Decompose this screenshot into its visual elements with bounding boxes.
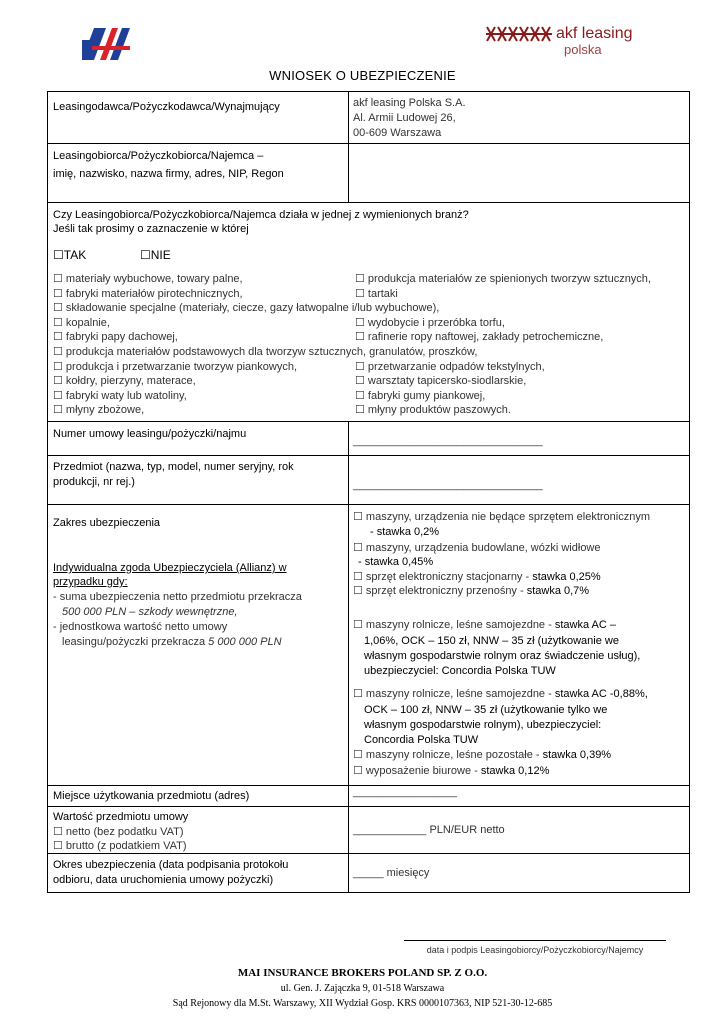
akf-logo [486, 24, 646, 60]
lessee-label-1: Leasingobiorca/Pożyczkobiorca/Najemca – [53, 150, 264, 162]
period-input[interactable]: _____ miesięcy [353, 867, 430, 879]
industry-item[interactable]: ☐ przetwarzanie odpadów tekstylnych, [355, 361, 545, 373]
value-input[interactable]: ____________ PLN/EUR netto [353, 824, 505, 836]
scope-option-2-rate: - stawka 0,45% [358, 556, 434, 568]
scope-option-5-line-4: ubezpieczyciel: Concordia Polska TUW [364, 665, 556, 677]
consent-condition-2-value: 5 000 000 PLN [208, 636, 282, 648]
scope-option-4[interactable]: ☐ sprzęt elektroniczny przenośny - [353, 585, 527, 597]
signature-label: data i podpis Leasingobiorcy/Pożyczkobiorcy/Najemcy [426, 945, 644, 955]
location-label: Miejsce użytkowania przedmiotu (adres) [53, 790, 250, 802]
period-label-1: Okres ubezpieczenia (data podpisania protokołu [53, 859, 289, 871]
scope-option-6-line-2: OCK – 100 zł, NNW – 35 zł (użytkowanie tylko we [364, 704, 608, 716]
no-checkbox[interactable]: ☐NIE [140, 248, 171, 262]
industry-item[interactable]: ☐ fabryki gumy piankowej, [355, 390, 486, 402]
lessor-line-1: akf leasing Polska S.A. [353, 97, 466, 109]
scope-option-2[interactable]: ☐ maszyny, urządzenia budowlane, wózki widłowe [353, 542, 601, 554]
scope-option-5-line-2: 1,06%, OCK – 150 zł, NNW – 35 zł (użytkowanie we [364, 635, 619, 647]
value-label: Wartość przedmiotu umowy [53, 811, 189, 823]
page-title: WNIOSEK O UBEZPIECZENIE [269, 68, 456, 83]
consent-condition-2-cont: leasingu/pożyczki przekracza [62, 636, 206, 648]
footer-registry: Sąd Rejonowy dla M.St. Warszawy, XII Wydział Gosp. KRS 0000107363, NIP 521-30-12-685 [172, 998, 553, 1009]
period-label-2: odbioru, data uruchomienia umowy pożyczki) [53, 874, 274, 886]
consent-line-1: Indywidualna zgoda Ubezpieczyciela (Allianz) w [53, 562, 287, 574]
scope-option-5-rate: stawka AC – [554, 619, 616, 631]
scope-option-7[interactable]: ☐ maszyny rolnicze, leśne pozostałe - [353, 749, 543, 761]
scope-option-3-rate: stawka 0,25% [532, 571, 601, 583]
scope-option-1[interactable]: ☐ maszyny, urządzenia nie będące sprzętem elektronicznym [353, 511, 651, 523]
akf-logo-text: akf leasing [556, 25, 633, 42]
contract-input[interactable]: _______________________________ [353, 435, 543, 447]
industry-item[interactable]: ☐ produkcja materiałów ze spienionych tworzyw sztucznych, [355, 273, 651, 285]
consent-condition-2: - jednostkowa wartość netto umowy [53, 621, 228, 633]
value-net-checkbox[interactable]: ☐ netto (bez podatku VAT) [53, 826, 184, 838]
industry-item[interactable]: ☐ składowanie specjalne (materiały, ciecze, gazy łatwopalne i/lub wybuchowe), [53, 302, 440, 314]
akf-mark-icon [486, 26, 552, 42]
lessor-line-3: 00-609 Warszawa [353, 127, 442, 139]
industry-item[interactable]: ☐ młyny produktów paszowych. [355, 404, 511, 416]
industry-item[interactable]: ☐ warsztaty tapicersko-siodlarskie, [355, 375, 527, 387]
industry-item[interactable]: ☐ fabryki materiałów pirotechnicznych, [53, 288, 243, 300]
industry-item[interactable]: ☐ fabryki papy dachowej, [53, 331, 178, 343]
scope-option-8-rate: stawka 0,12% [480, 765, 550, 777]
scope-option-5-line-3: własnym gospodarstwie rolnym oraz świadczenie usług), [364, 650, 641, 662]
scope-option-6-line-3: własnym gospodarstwie rolnym), ubezpieczyciel: [364, 719, 602, 731]
industry-item[interactable]: ☐ tartaki [355, 288, 398, 300]
value-gross-checkbox[interactable]: ☐ brutto (z podatkiem VAT) [53, 840, 187, 852]
industry-item[interactable]: ☐ kopalnie, [53, 317, 110, 329]
subject-input[interactable]: _______________________________ [353, 479, 543, 491]
contract-label: Numer umowy leasingu/pożyczki/najmu [53, 428, 247, 440]
footer-company: MAI INSURANCE BROKERS POLAND SP. Z O.O. [237, 967, 488, 979]
scope-option-1-rate: - stawka 0,2% [370, 526, 440, 538]
industries-question-1: Czy Leasingobiorca/Pożyczkobiorca/Najemca działa w jednej z wymienionych branż? [53, 209, 469, 221]
industry-item[interactable]: ☐ młyny zbożowe, [53, 404, 145, 416]
akf-logo-sub: polska [564, 42, 602, 57]
lessor-label: Leasingodawca/Pożyczkodawca/Wynajmujący [53, 101, 280, 113]
consent-condition-1-value: 500 000 PLN – szkody wewnętrzne, [62, 606, 238, 618]
subject-label-1: Przedmiot (nazwa, typ, model, numer seryjny, rok [53, 461, 294, 473]
consent-condition-1: - suma ubezpieczenia netto przedmiotu przekracza [53, 591, 302, 603]
scope-option-8[interactable]: ☐ wyposażenie biurowe - [353, 765, 481, 777]
location-input[interactable]: _________________ [353, 786, 458, 798]
scope-option-3[interactable]: ☐ sprzęt elektroniczny stacjonarny - [353, 571, 533, 583]
scope-option-4-rate: stawka 0,7% [526, 585, 590, 597]
lessee-input[interactable] [349, 144, 689, 201]
scope-option-5[interactable]: ☐ maszyny rolnicze, leśne samojezdne - [353, 619, 555, 631]
industries-question-2: Jeśli tak prosimy o zaznaczenie w której [53, 223, 249, 235]
form-table [47, 91, 690, 893]
mai-logo [82, 28, 130, 60]
industry-item[interactable]: ☐ rafinerie ropy naftowej, zakłady petrochemiczne, [355, 331, 604, 343]
yes-checkbox[interactable]: ☐TAK [53, 248, 87, 262]
industry-item[interactable]: ☐ materiały wybuchowe, towary palne, [53, 273, 243, 285]
industry-item[interactable]: ☐ wydobycie i przeróbka torfu, [355, 317, 505, 329]
subject-label-2: produkcji, nr rej.) [53, 476, 135, 488]
lessee-label-2: imię, nazwisko, nazwa firmy, adres, NIP, Regon [53, 168, 284, 180]
industry-item[interactable]: ☐ produkcja i przetwarzanie tworzyw piankowych, [53, 361, 298, 373]
scope-option-7-rate: stawka 0,39% [542, 749, 612, 761]
scope-label: Zakres ubezpieczenia [53, 517, 161, 529]
lessor-line-2: Al. Armii Ludowej 26, [353, 112, 456, 124]
signature-line[interactable] [404, 940, 666, 941]
consent-line-2: przypadku gdy: [53, 576, 128, 588]
scope-option-6[interactable]: ☐ maszyny rolnicze, leśne samojezdne - [353, 688, 555, 700]
industry-item[interactable]: ☐ kołdry, pierzyny, materace, [53, 375, 196, 387]
scope-option-6-line-4: Concordia Polska TUW [364, 734, 479, 746]
industry-item[interactable]: ☐ fabryki waty lub watoliny, [53, 390, 187, 402]
scope-option-6-rate: stawka AC -0,88%, [554, 688, 648, 700]
industry-item[interactable]: ☐ produkcja materiałów podstawowych dla tworzyw sztucznych, granulatów, proszków, [53, 346, 478, 358]
footer-address: ul. Gen. J. Zajączka 9, 01-518 Warszawa [280, 983, 445, 994]
